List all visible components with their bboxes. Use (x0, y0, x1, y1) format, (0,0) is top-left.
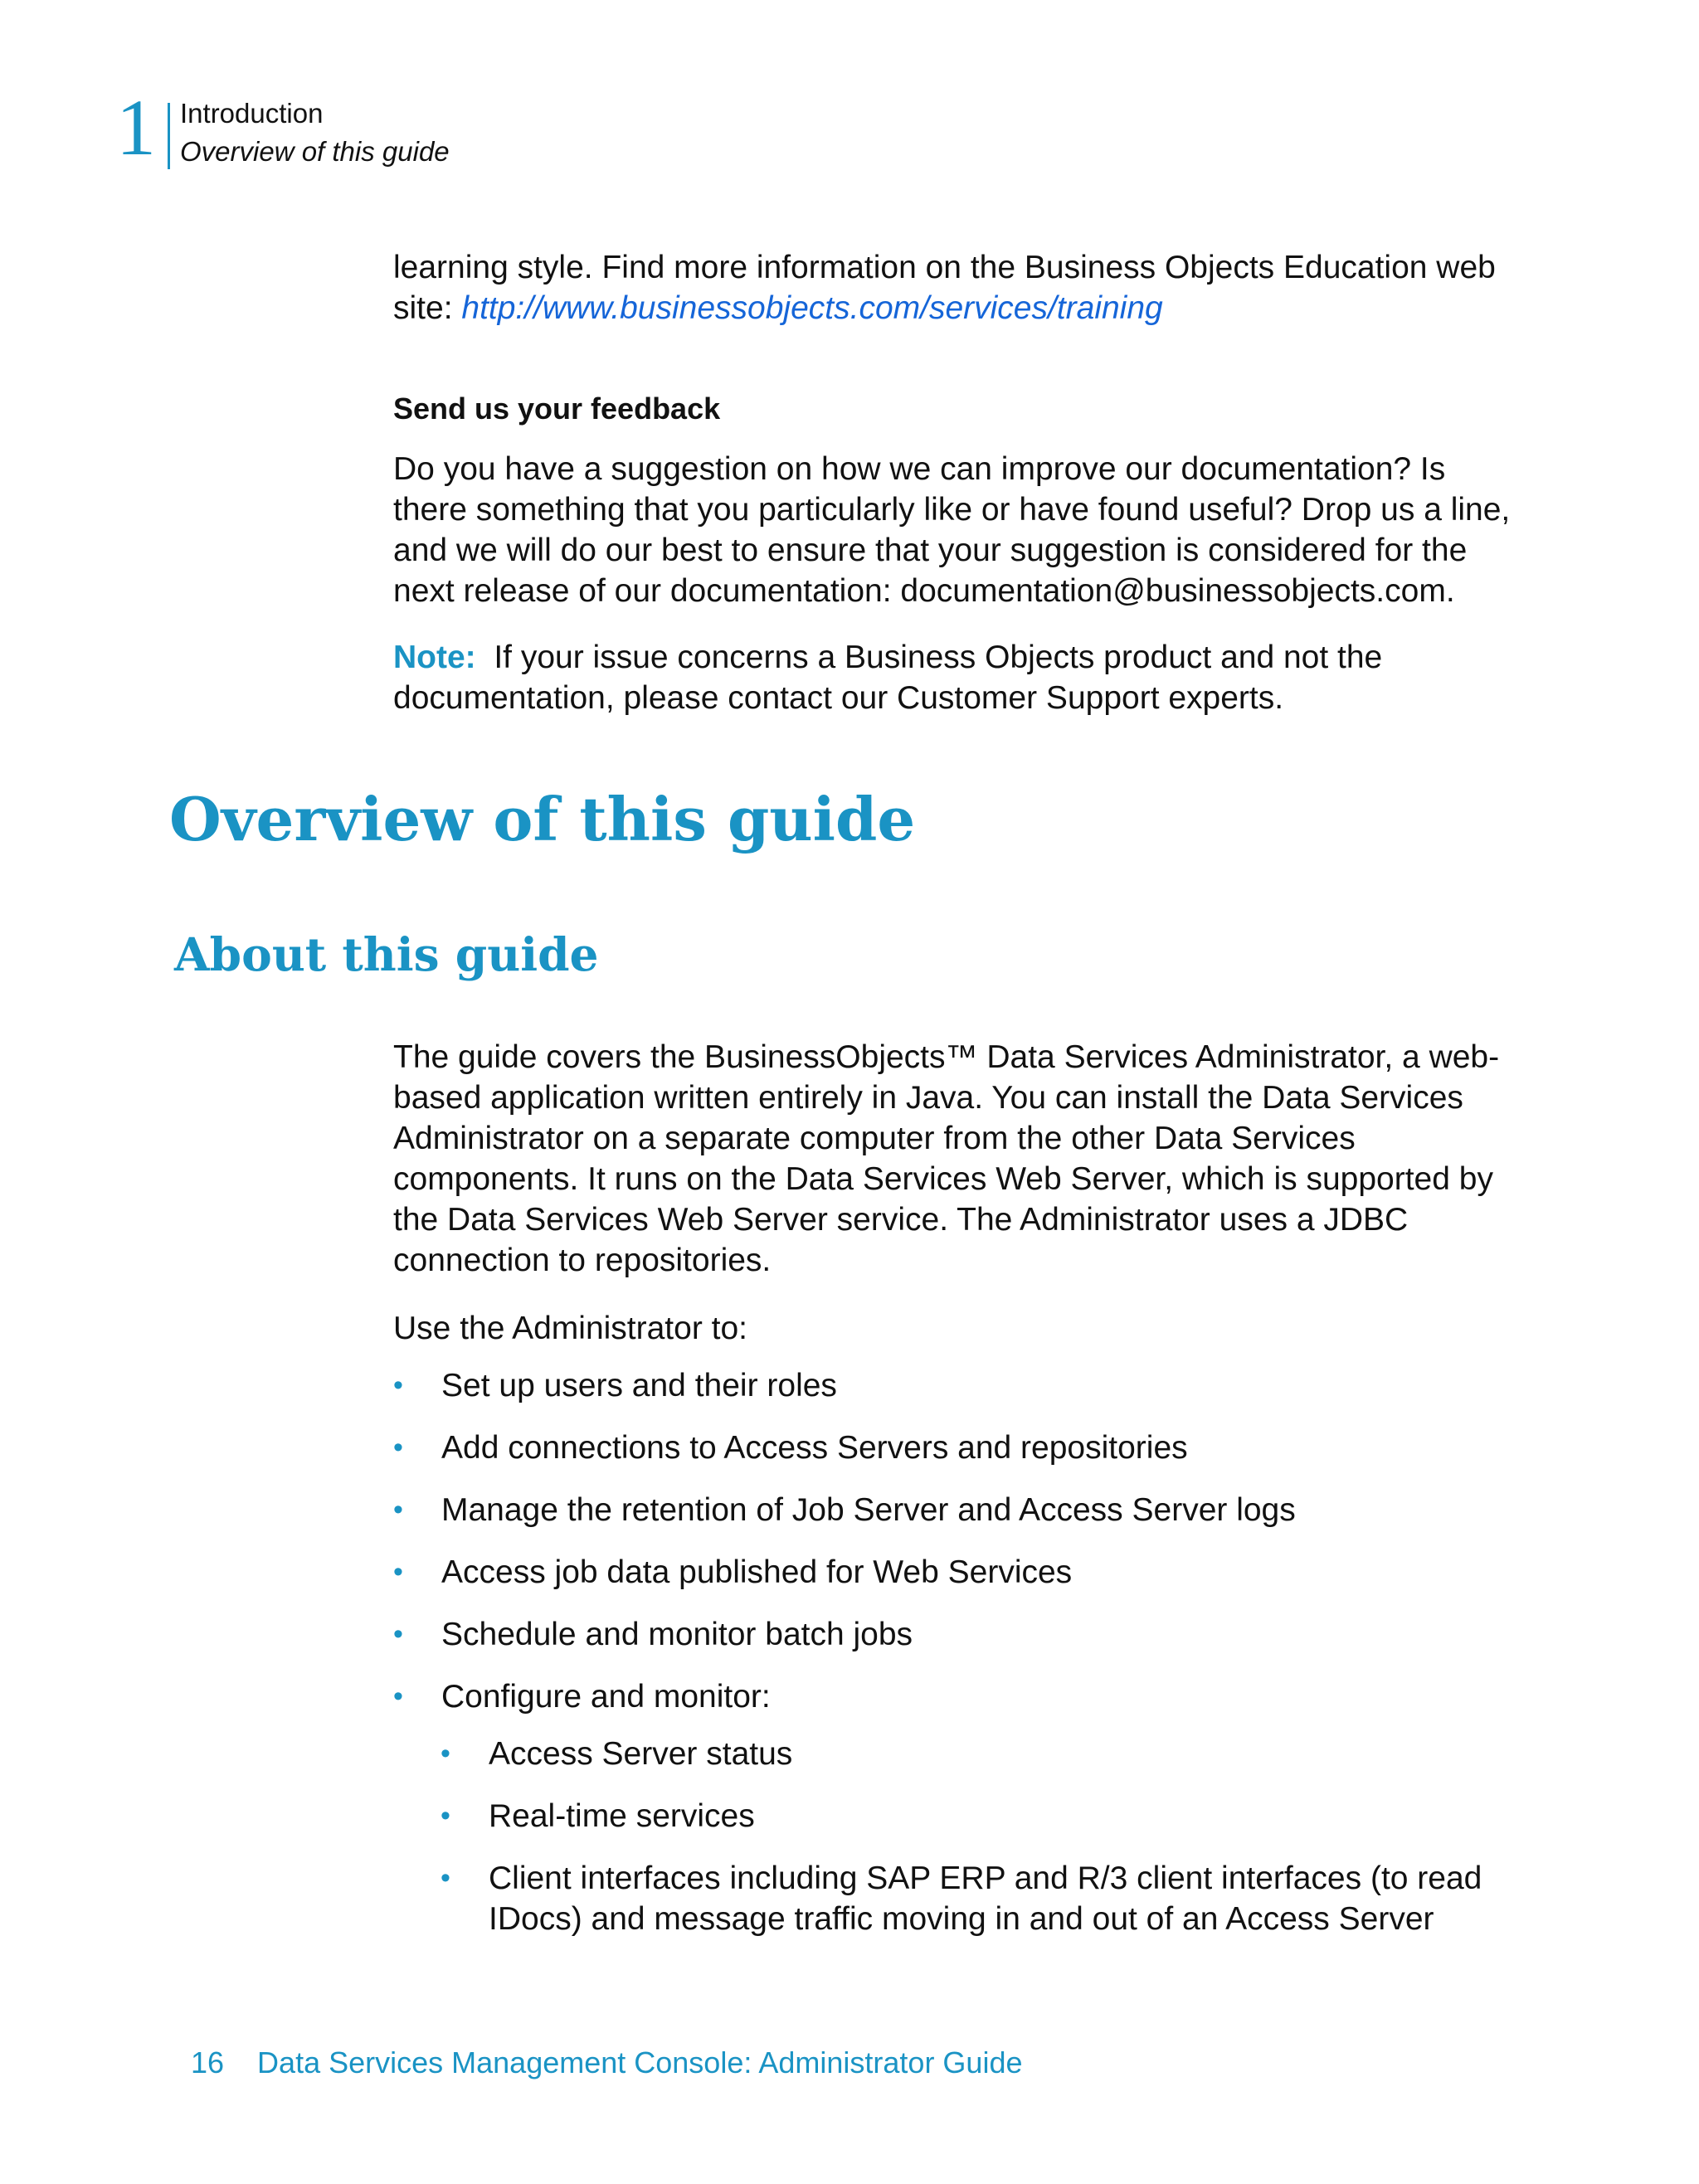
header-divider (168, 103, 170, 169)
intro-text: learning style. Find more information on the Business Objects Education web site: (393, 250, 1496, 326)
bullet-icon: • (393, 1681, 403, 1712)
intro-paragraph (393, 247, 1521, 328)
overview-heading: Overview of this guide (169, 784, 916, 854)
bullet-icon: • (441, 1862, 450, 1894)
footer-guide-title: Data Services Management Console: Administrator Guide (257, 2045, 1023, 2079)
about-paragraph: The guide covers the BusinessObjects™ Data Services Administrator, a web-based application written entirely in Java. You can install the Data Services Administrator on a separate computer from the other Data Services components. It runs on the Data Services Web Server, which is supported by the Data Services Web Server service. The Administrator uses a JDBC connection to repositories. (393, 1039, 1500, 1278)
feedback-heading: Send us your feedback (393, 392, 721, 426)
bullet-icon: • (441, 1800, 450, 1831)
about-heading: About this guide (174, 927, 599, 981)
bullet-icon: • (393, 1494, 403, 1525)
note-text: If your issue concerns a Business Objects product and not the documentation, please contact our Customer Support experts. (393, 640, 1383, 716)
header-section-title: Overview of this guide (180, 136, 450, 167)
bullet-icon: • (393, 1369, 403, 1401)
bullet-icon: • (393, 1432, 403, 1463)
bullet-icon: • (441, 1738, 450, 1769)
page-number: 16 (191, 2045, 225, 2079)
note-label: Note: (393, 640, 476, 675)
training-link[interactable]: http://www.businessobjects.com/services/training (461, 290, 1163, 326)
chapter-number: 1 (116, 83, 156, 172)
page-footer (191, 2045, 1023, 2080)
header-chapter-title: Introduction (180, 98, 324, 129)
feedback-paragraph: Do you have a suggestion on how we can improve our documentation? Is there something that you particularly like or have found useful? Drop us a line, and we will do our best to ensure that your suggestion is considered for the next release of our documentation: documentation@businessobjects.com. (393, 451, 1511, 609)
use-intro: Use the Administrator to: (393, 1311, 748, 1346)
bullet-icon: • (393, 1618, 403, 1650)
note-paragraph (393, 637, 1521, 718)
bullet-icon: • (393, 1556, 403, 1588)
